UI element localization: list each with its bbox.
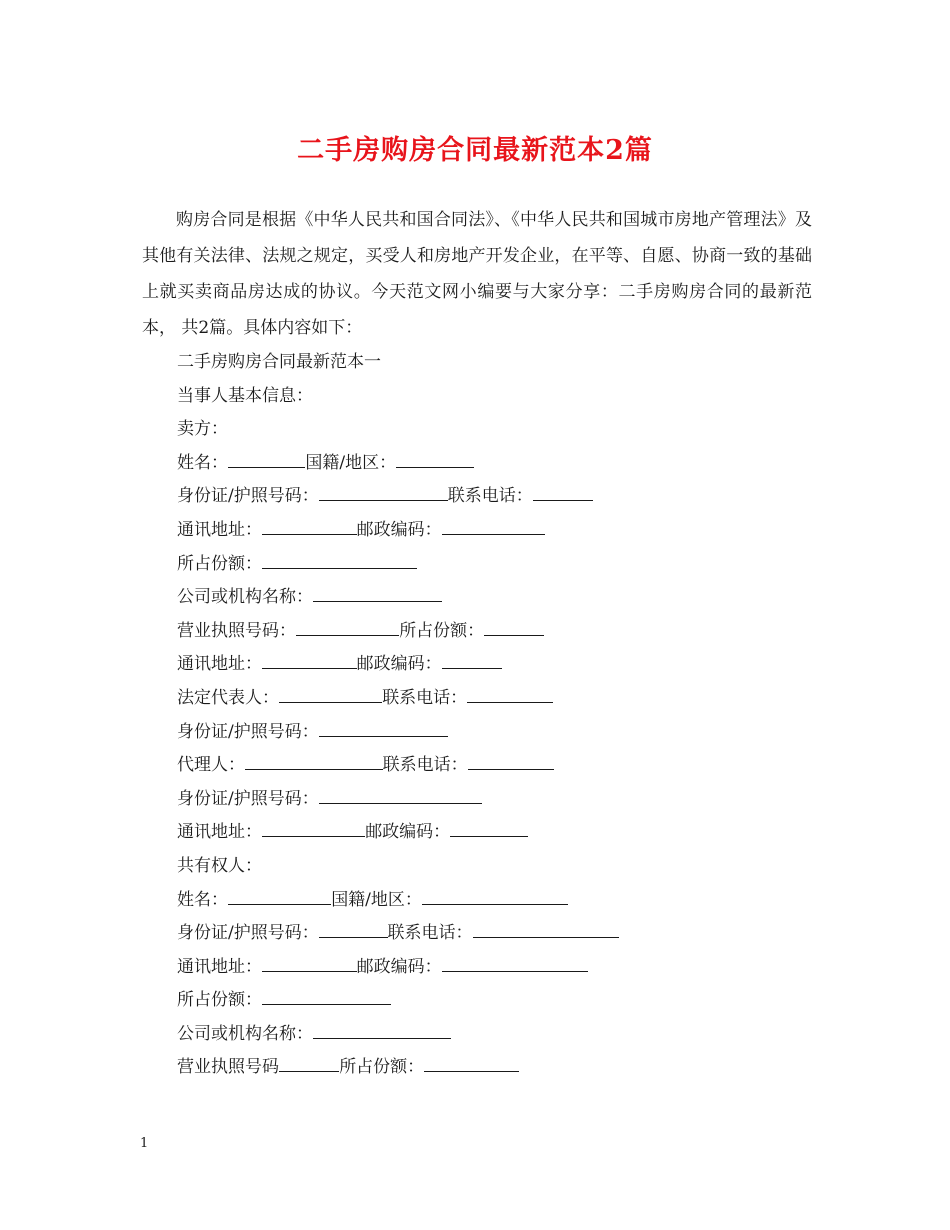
field-label: 公司或机构名称： — [177, 587, 313, 608]
form-field-row — [177, 615, 619, 649]
field-label: 通讯地址： — [177, 956, 262, 977]
section-heading: 二手房购房合同最新范本一 — [177, 352, 381, 372]
section-heading: 卖方： — [177, 419, 228, 440]
field-label: 联系电话： — [382, 687, 468, 708]
field-label: 营业执照号码： — [177, 620, 296, 641]
field-label: 法定代表人： — [177, 687, 279, 708]
fill-in-blank[interactable] — [422, 892, 568, 905]
form-field-row — [177, 884, 619, 918]
fill-in-blank[interactable] — [296, 623, 399, 636]
field-label: 通讯地址： — [177, 519, 262, 540]
fill-in-blank[interactable] — [228, 892, 331, 905]
field-label: 邮政编码： — [356, 519, 442, 540]
fill-in-blank[interactable] — [279, 1059, 339, 1072]
fill-in-blank[interactable] — [262, 522, 357, 535]
form-field-row — [177, 1018, 619, 1052]
field-label: 邮政编码： — [356, 654, 442, 675]
page-title: 二手房购房合同最新范本2篇 — [297, 135, 653, 166]
form-field-row — [177, 716, 619, 750]
fill-in-blank[interactable] — [319, 724, 448, 737]
fill-in-blank[interactable] — [484, 623, 544, 636]
form-field-row — [177, 951, 619, 985]
field-label: 姓名： — [177, 889, 228, 910]
fill-in-blank[interactable] — [442, 522, 545, 535]
fill-in-blank[interactable] — [473, 925, 619, 938]
fill-in-blank[interactable] — [262, 992, 391, 1005]
fill-in-blank[interactable] — [450, 824, 527, 837]
fill-in-blank[interactable] — [228, 455, 305, 468]
intro-paragraph: 购房合同是根据《中华人民共和国合同法》、《中华人民共和国城市房地产管理法》及其他有关法律、法规之规定，买受人和房地产开发企业，在平等、自愿、协商一致的基础上就买卖商品房达成的协议。今天范文网小编要与大家分享：二手房购房合同的最新范本， 共2篇。具体内容如下： — [142, 210, 812, 338]
field-label: 联系电话： — [387, 923, 473, 944]
fill-in-blank[interactable] — [262, 959, 357, 972]
section-heading: 共有权人： — [177, 855, 262, 876]
fill-in-blank[interactable] — [396, 455, 473, 468]
section-heading: 当事人基本信息： — [177, 385, 313, 406]
field-label: 联系电话： — [382, 755, 468, 776]
form-field-row — [177, 581, 619, 615]
fill-in-blank[interactable] — [319, 791, 482, 804]
form-field-row — [177, 749, 619, 783]
field-label: 身份证/护照号码： — [177, 923, 319, 944]
page-number: 1 — [140, 1136, 149, 1151]
field-label: 所占份额： — [339, 1057, 425, 1078]
fill-in-blank[interactable] — [319, 925, 388, 938]
field-label: 身份证/护照号码： — [177, 721, 319, 742]
fill-in-blank[interactable] — [262, 656, 357, 669]
form-field-row — [177, 783, 619, 817]
form-field-row — [177, 984, 619, 1018]
field-label: 联系电话： — [447, 486, 533, 507]
field-label: 姓名： — [177, 452, 228, 473]
field-label: 所占份额： — [177, 553, 262, 574]
form-field-row — [177, 648, 619, 682]
form-field-row — [177, 1051, 619, 1085]
field-label: 身份证/护照号码： — [177, 788, 319, 809]
form-field-row — [177, 480, 619, 514]
field-label: 所占份额： — [177, 990, 262, 1011]
field-label: 邮政编码： — [356, 956, 442, 977]
form-field-row — [177, 514, 619, 548]
form-field-row — [177, 917, 619, 951]
fill-in-blank[interactable] — [467, 690, 553, 703]
fill-in-blank[interactable] — [279, 690, 382, 703]
field-label: 国籍/地区： — [305, 452, 397, 473]
form-field-row — [177, 447, 619, 481]
fill-in-blank[interactable] — [262, 556, 417, 569]
fill-in-blank[interactable] — [313, 589, 442, 602]
fill-in-blank[interactable] — [442, 656, 502, 669]
field-label: 国籍/地区： — [331, 889, 422, 910]
fill-in-blank[interactable] — [533, 488, 593, 501]
contract-field-list — [177, 346, 619, 1085]
fill-in-blank[interactable] — [468, 757, 554, 770]
fill-in-blank[interactable] — [442, 959, 588, 972]
form-field-row — [177, 682, 619, 716]
field-label: 通讯地址： — [177, 654, 262, 675]
field-label: 代理人： — [177, 755, 245, 776]
field-label: 营业执照号码 — [177, 1057, 279, 1078]
field-label: 身份证/护照号码： — [177, 486, 319, 507]
field-label: 邮政编码： — [365, 822, 451, 843]
field-label: 公司或机构名称： — [177, 1023, 313, 1044]
field-label: 所占份额： — [399, 620, 485, 641]
form-field-row — [177, 548, 619, 582]
fill-in-blank[interactable] — [313, 1026, 451, 1039]
fill-in-blank[interactable] — [424, 1059, 519, 1072]
fill-in-blank[interactable] — [319, 488, 448, 501]
fill-in-blank[interactable] — [245, 757, 383, 770]
form-field-row — [177, 816, 619, 850]
field-label: 通讯地址： — [177, 822, 262, 843]
fill-in-blank[interactable] — [262, 824, 365, 837]
